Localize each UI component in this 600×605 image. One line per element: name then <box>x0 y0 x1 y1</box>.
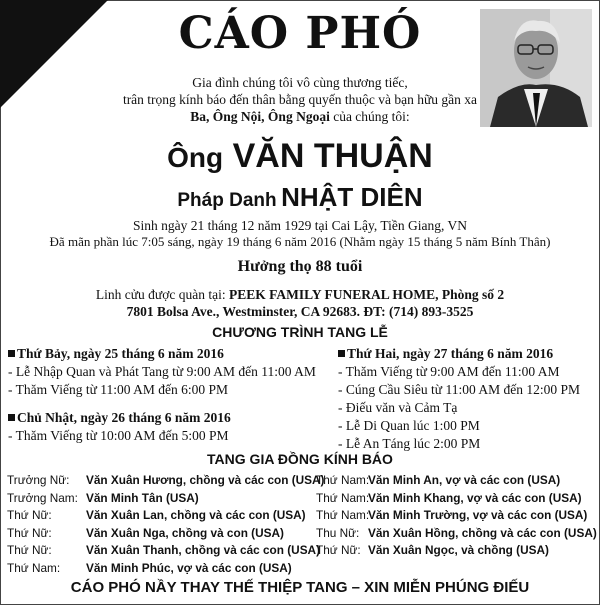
family-member-name: Văn Minh Tân (USA) <box>86 490 199 505</box>
program-item: - Lễ An Táng lúc 2:00 PM <box>338 436 598 452</box>
program-title: CHƯƠNG TRÌNH TANG LỄ <box>212 324 388 340</box>
program-item: - Thăm Viếng từ 9:00 AM đến 11:00 AM <box>338 364 598 380</box>
deceased-name <box>0 137 600 176</box>
funeral-prefix: Linh cửu được quàn tại: <box>95 287 229 302</box>
age-line: Hưởng thọ 88 tuổi <box>237 258 363 275</box>
family-relation: Thứ Nữ: <box>7 525 52 540</box>
intro-line-1: Gia đình chúng tôi vô cùng thương tiếc, <box>192 75 408 90</box>
funeral-home-info <box>0 286 600 320</box>
family-member-row <box>7 490 312 508</box>
family-left-column <box>7 472 325 577</box>
program-item: - Lễ Nhập Quan và Phát Tang từ 9:00 AM đến 11:00 AM <box>8 364 338 380</box>
family-relation: Trưởng Nữ: <box>7 473 70 487</box>
family-relation: Thứ Nữ: <box>7 508 52 522</box>
family-relation: Thứ Nữ: <box>7 543 52 557</box>
passed-line: Đã mãn phần lúc 7:05 sáng, ngày 19 tháng 6 năm 2016 (Nhằm ngày 15 tháng 5 năm Bính Thân) <box>49 234 551 249</box>
page-title: CÁO PHÓ <box>178 8 422 59</box>
program-item: - Cúng Cầu Siêu từ 11:00 AM đến 12:00 PM <box>338 382 598 398</box>
name-main: VĂN THUẬN <box>232 137 433 175</box>
family-member-name: Văn Xuân Nga, chồng và con (USA) <box>86 525 284 540</box>
family-member-name: Văn Xuân Lan, chồng và các con (USA) <box>86 508 306 522</box>
program-item: - Lễ Di Quan lúc 1:00 PM <box>338 418 598 434</box>
program-item: - Thăm Viếng từ 11:00 AM đến 6:00 PM <box>8 382 338 398</box>
dharma-prefix: Pháp Danh <box>177 190 277 211</box>
family-member-name: Văn Xuân Thanh, chồng và các con (USA) <box>86 543 321 557</box>
family-member-name: Văn Minh Khang, vợ và các con (USA) <box>368 490 582 505</box>
family-relation: Thu Nữ: <box>316 525 360 540</box>
family-title: TANG GIA ĐỒNG KÍNH BÁO <box>207 451 393 467</box>
intro-relation: Ba, Ông Nội, Ông Ngoại <box>190 109 330 124</box>
program-day-heading: Thứ Bảy, ngày 25 tháng 6 năm 2016 <box>8 346 338 362</box>
family-member-row <box>316 507 596 525</box>
funeral-address: 7801 Bolsa Ave., Westminster, CA 92683. ĐT: (714) 893-3525 <box>126 304 474 319</box>
family-relation: Thứ Nam: <box>316 508 370 522</box>
program-item: - Thăm Viếng từ 10:00 AM đến 5:00 PM <box>8 428 338 444</box>
family-member-row <box>7 472 325 490</box>
family-member-row <box>316 525 596 543</box>
intro-line-3 <box>60 108 540 125</box>
program-left-column <box>8 346 338 444</box>
family-member-row <box>316 542 596 560</box>
family-member-name: Văn Xuân Hồng, chồng và các con (USA) <box>368 525 597 540</box>
dharma-main: NHẬT DIÊN <box>281 182 423 212</box>
born-line: Sinh ngày 21 tháng 12 năm 1929 tại Cai Lậy, Tiền Giang, VN <box>132 218 468 233</box>
birth-death-info <box>0 218 600 250</box>
family-member-row <box>316 490 596 508</box>
family-member-name: Văn Minh Phúc, vợ và các con (USA) <box>86 560 292 575</box>
program-day-heading: Chủ Nhật, ngày 26 tháng 6 năm 2016 <box>8 410 338 426</box>
family-member-name: Văn Minh An, vợ và các con (USA) <box>368 473 561 487</box>
family-relation: Thứ Nam: <box>316 490 370 505</box>
family-member-name: Văn Xuân Ngọc, và chồng (USA) <box>368 543 549 557</box>
program-right-column <box>338 346 598 452</box>
program-item: - Điếu văn và Cảm Tạ <box>338 400 598 416</box>
family-member-row <box>7 525 312 543</box>
family-relation: Thứ Nam: <box>316 473 370 487</box>
family-member-name: Văn Xuân Hương, chồng và các con (USA) <box>86 473 325 487</box>
family-member-name: Văn Minh Trường, vợ và các con (USA) <box>368 508 588 522</box>
family-relation: Trưởng Nam: <box>7 490 78 505</box>
name-prefix: Ông <box>167 142 224 173</box>
family-member-row <box>7 560 312 578</box>
intro-line-2: trân trọng kính báo đến thân bằng quyến thuộc và bạn hữu gần xa <box>122 92 478 107</box>
family-right-column <box>316 472 596 560</box>
funeral-home-line <box>0 286 600 303</box>
program-day-heading: Thứ Hai, ngày 27 tháng 6 năm 2016 <box>338 346 598 362</box>
funeral-home-name: PEEK FAMILY FUNERAL HOME, Phòng số 2 <box>228 287 505 302</box>
intro-tail: của chúng tôi: <box>329 109 410 124</box>
dharma-name <box>0 182 600 213</box>
footer-notice: CÁO PHÓ NẦY THAY THẾ THIỆP TANG – XIN MIỄN PHÚNG ĐIẾU <box>70 579 530 596</box>
family-relation: Thứ Nữ: <box>316 543 361 557</box>
intro-text <box>60 74 540 125</box>
family-member-row <box>7 507 312 525</box>
family-member-row <box>316 472 596 490</box>
family-member-row <box>7 542 321 560</box>
family-relation: Thứ Nam: <box>7 560 61 575</box>
